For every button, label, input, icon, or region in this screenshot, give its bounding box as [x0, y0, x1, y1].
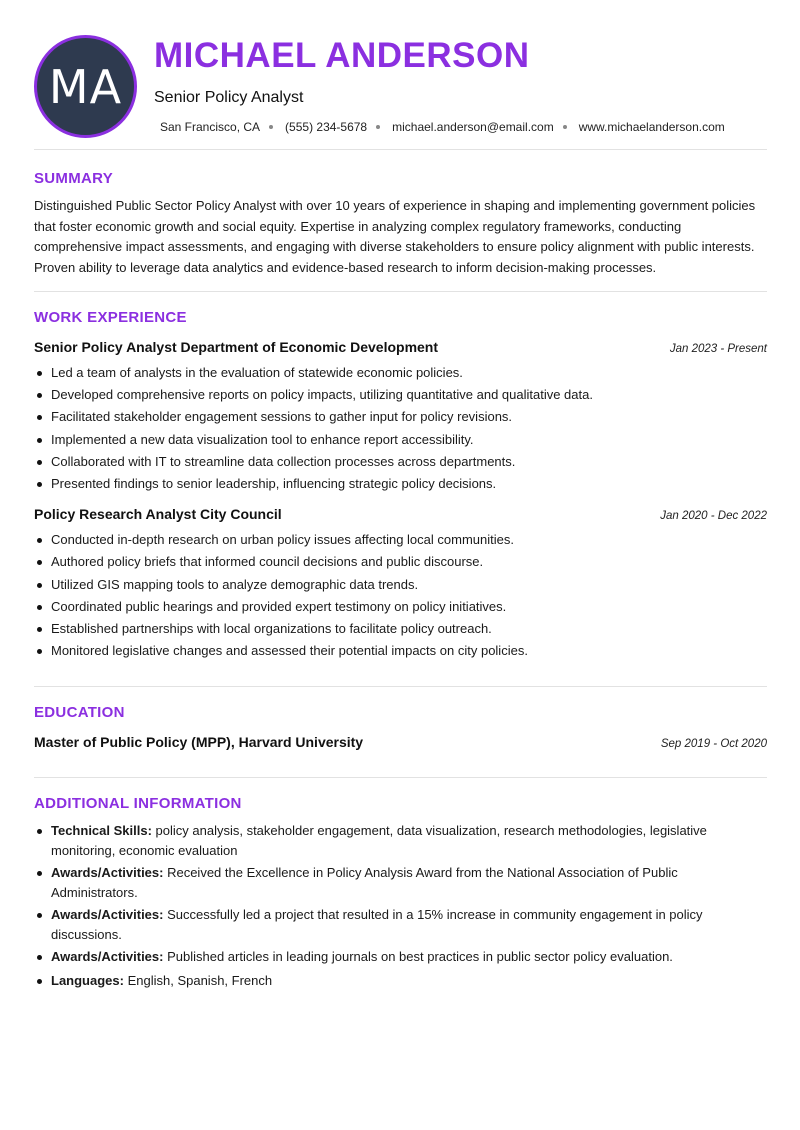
- avatar-initials: MA: [48, 59, 123, 114]
- separator-dot: [376, 125, 380, 129]
- additional-list: [34, 821, 767, 990]
- item-label: Awards/Activities:: [51, 949, 164, 964]
- list-item: [34, 971, 767, 991]
- item-text: policy analysis, stakeholder engagement, data visualization, research methodologies, legislative monitoring, economic evaluation: [51, 823, 707, 858]
- contact-line: [160, 120, 725, 134]
- experience-section: [34, 309, 767, 662]
- resume-header: [34, 0, 767, 150]
- list-item: Utilized GIS mapping tools to analyze demographic data trends.: [34, 574, 767, 596]
- summary-section: [34, 170, 767, 278]
- list-item: Monitored legislative changes and assessed their potential impacts on city policies.: [34, 640, 767, 662]
- summary-heading: SUMMARY: [34, 170, 114, 187]
- additional-section: [34, 795, 767, 993]
- job-bullets: [34, 529, 767, 662]
- avatar: [34, 35, 137, 138]
- contact-phone-text: (555) 234-5678: [285, 120, 368, 134]
- item-text: Successfully led a project that resulted in a 15% increase in community engagement in policy discussions.: [51, 907, 703, 942]
- job-entry: [34, 339, 767, 495]
- list-item: Coordinated public hearings and provided expert testimony on policy initiatives.: [34, 596, 767, 618]
- education-date: Sep 2019 - Oct 2020: [660, 738, 767, 750]
- list-item: [34, 947, 767, 967]
- item-label: Technical Skills:: [51, 823, 152, 838]
- list-item: Collaborated with IT to streamline data collection processes across departments.: [34, 451, 767, 473]
- divider: [34, 686, 767, 687]
- list-item: [34, 863, 767, 902]
- contact-website-text[interactable]: www.michaelanderson.com: [578, 120, 725, 134]
- list-item: [34, 905, 767, 944]
- job-date: Jan 2023 - Present: [669, 343, 767, 355]
- list-item: Developed comprehensive reports on policy impacts, utilizing quantitative and qualitative data.: [34, 384, 767, 406]
- list-item: Facilitated stakeholder engagement sessions to gather input for policy revisions.: [34, 406, 767, 428]
- experience-heading: WORK EXPERIENCE: [34, 309, 187, 326]
- contact-website[interactable]: [579, 120, 725, 134]
- job-title: Senior Policy Analyst Department of Economic Development: [34, 339, 439, 355]
- item-label: Awards/Activities:: [51, 907, 164, 922]
- list-item: Authored policy briefs that informed council decisions and public discourse.: [34, 551, 767, 573]
- education-heading: EDUCATION: [34, 704, 125, 721]
- additional-heading: ADDITIONAL INFORMATION: [34, 795, 242, 812]
- resume-page: [34, 0, 767, 1130]
- job-bullets: [34, 362, 767, 495]
- candidate-title: Senior Policy Analyst: [154, 89, 304, 106]
- job-date: Jan 2020 - Dec 2022: [660, 510, 767, 523]
- job-entry: [34, 506, 767, 662]
- candidate-name: MICHAEL ANDERSON: [154, 36, 530, 75]
- contact-location-text: San Francisco, CA: [160, 120, 261, 134]
- degree-title: Master of Public Policy (MPP), Harvard University: [34, 734, 364, 750]
- list-item: Established partnerships with local organizations to facilitate policy outreach.: [34, 618, 767, 640]
- job-title: Policy Research Analyst City Council: [34, 506, 282, 523]
- contact-email-text[interactable]: michael.anderson@email.com: [392, 120, 554, 134]
- list-item: Led a team of analysts in the evaluation of statewide economic policies.: [34, 362, 767, 384]
- divider: [34, 777, 767, 778]
- divider: [34, 291, 767, 292]
- contact-phone: [285, 120, 392, 134]
- contact-location: [160, 120, 285, 134]
- item-label: Languages:: [51, 972, 124, 988]
- separator-dot: [563, 125, 567, 129]
- education-section: [34, 704, 767, 750]
- item-text: Published articles in leading journals on best practices in public sector policy evaluation.: [163, 949, 673, 964]
- contact-email[interactable]: [392, 120, 579, 134]
- job-header: [34, 339, 767, 355]
- item-label: Awards/Activities:: [51, 865, 164, 880]
- list-item: Presented findings to senior leadership, influencing strategic policy decisions.: [34, 473, 767, 495]
- job-header: [34, 506, 767, 522]
- list-item: Implemented a new data visualization tool to enhance report accessibility.: [34, 429, 767, 451]
- summary-text: Distinguished Public Sector Policy Analyst with over 10 years of experience in shaping and implementing government policies that foster economic growth and social equity. Expertise in analyzing complex regulatory frameworks, conducting comprehensive impact assessments, and engaging with diverse stakeholders to ensure policy alignment with public interests. Proven ability to leverage data analytics and evidence-based research to inform decision-making processes.: [34, 198, 756, 275]
- separator-dot: [269, 125, 273, 129]
- item-text: English, Spanish, French: [123, 972, 273, 988]
- item-text: Received the Excellence in Policy Analysis Award from the National Association of Public Administrators.: [51, 865, 678, 900]
- list-item: [34, 821, 767, 860]
- list-item: Conducted in-depth research on urban policy issues affecting local communities.: [34, 529, 767, 551]
- education-entry: [34, 734, 767, 750]
